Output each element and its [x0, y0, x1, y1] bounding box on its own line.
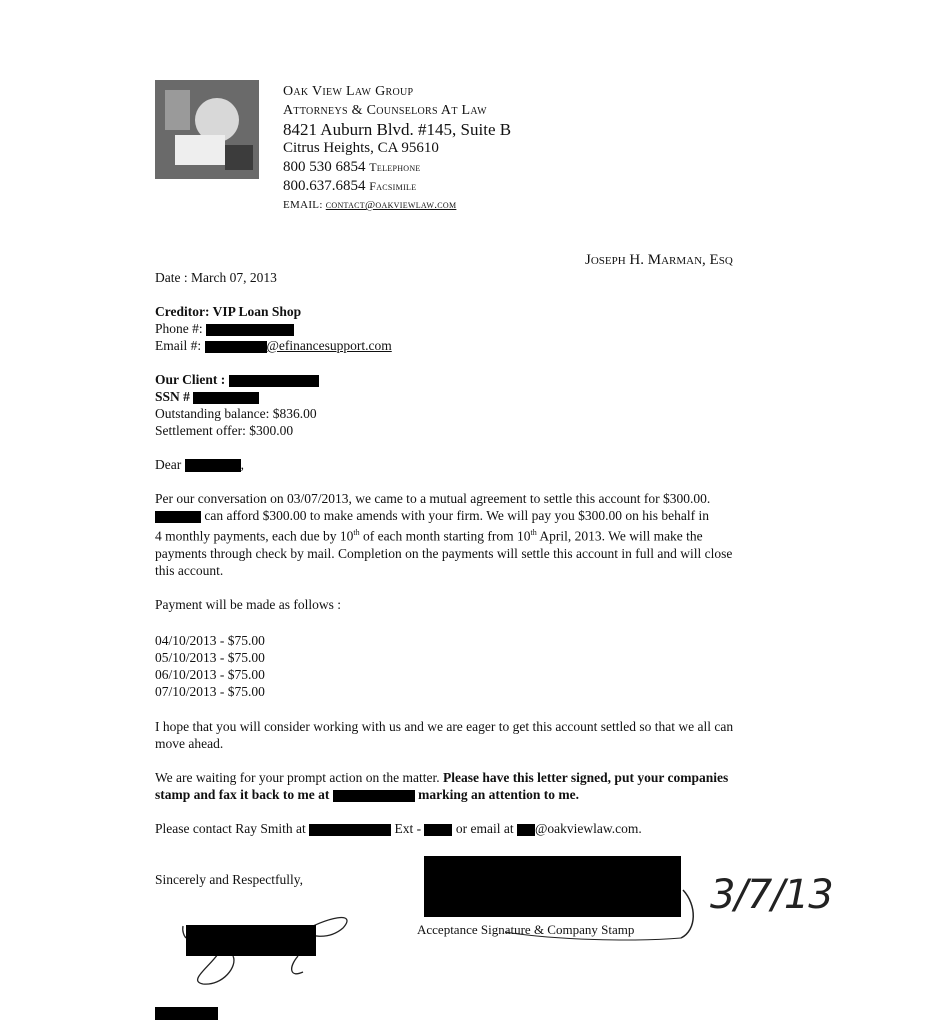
ssn-label: SSN # [155, 389, 190, 404]
greeting-prefix: Dear [155, 457, 182, 472]
paragraph-line-text: can afford $300.00 to make amends with your firm. We will pay you $300.00 on his behalf in [204, 508, 709, 523]
email-label: EMAIL: [283, 199, 323, 211]
ordinal-suffix: th [530, 528, 537, 537]
redaction-bar [517, 824, 535, 836]
redaction-bar [229, 375, 319, 387]
creditor-heading: Creditor: VIP Loan Shop [155, 304, 302, 319]
telephone-line [283, 158, 511, 177]
paragraph-line: I hope that you will consider working with us and we are eager to get this account settled so that we all can [155, 719, 734, 734]
creditor-phone-label: Phone #: [155, 321, 203, 336]
paragraph-line [155, 769, 728, 786]
client-block [155, 371, 319, 439]
paragraph-line-text: 4 monthly payments, each due by 10 [155, 528, 354, 544]
client-ssn-line [155, 388, 319, 405]
payment-item: 06/10/2013 - $75.00 [155, 667, 265, 682]
firm-logo [155, 80, 259, 179]
handwritten-date: 3/7/13 [710, 872, 833, 918]
redaction-bar [193, 392, 259, 404]
signature-redaction [186, 925, 316, 956]
payment-item: 04/10/2013 - $75.00 [155, 633, 265, 648]
redaction-bar [155, 511, 201, 523]
firm-email-link[interactable]: contact@oakviewlaw.com [325, 199, 457, 211]
paragraph-line-bold: Please have this letter signed, put your companies [442, 770, 729, 785]
settlement-offer: Settlement offer: $300.00 [155, 423, 294, 438]
contact-email-domain: @oakviewlaw.com. [534, 821, 642, 836]
contact-line [155, 820, 642, 837]
telephone-number: 800 530 6854 [283, 159, 366, 175]
redaction-bar [309, 824, 391, 836]
paragraph-agreement [155, 490, 732, 579]
paragraph-line: this account. [155, 562, 224, 578]
redaction-bar [185, 459, 241, 472]
letter-date: Date : March 07, 2013 [155, 270, 277, 285]
redaction-bar [424, 824, 452, 836]
ordinal-suffix: th [353, 528, 360, 537]
address-line-1: 8421 Auburn Blvd. #145, Suite B [283, 120, 512, 139]
acceptance-label: Acceptance Signature & Company Stamp [417, 922, 635, 937]
paragraph-line: payments through check by mail. Completion on the payments will settle this account in full and will close [155, 545, 733, 561]
payment-item: 07/10/2013 - $75.00 [155, 684, 265, 699]
telephone-label: Telephone [369, 160, 421, 174]
creditor-email-line [155, 337, 392, 354]
paragraph-line-bold: stamp and fax it back to me at [155, 787, 330, 802]
creditor-block [155, 303, 392, 354]
redaction-bar [205, 341, 267, 353]
payment-schedule [155, 632, 265, 700]
paragraph-line [155, 507, 732, 524]
redaction-bar [155, 1007, 218, 1020]
firm-name: Oak View Law Group [283, 84, 414, 99]
creditor-email-domain: @efinancesupport.com [266, 338, 392, 353]
redaction-bar [333, 790, 415, 802]
client-name-line [155, 371, 319, 388]
creditor-phone-line [155, 320, 392, 337]
greeting [155, 456, 244, 473]
paragraph-line-text: of each month starting from 10 [359, 528, 531, 544]
contact-ext-label: Ext - [394, 821, 422, 836]
paragraph-line: Per our conversation on 03/07/2013, we came to a mutual agreement to settle this account for $300.00. [155, 491, 711, 506]
paragraph-line: move ahead. [155, 736, 224, 751]
closing: Sincerely and Respectfully, [155, 872, 303, 887]
letterhead [283, 82, 511, 215]
paragraph-request [155, 769, 728, 803]
logo-image [155, 80, 259, 179]
outstanding-balance: Outstanding balance: $836.00 [155, 406, 317, 421]
fax-line [283, 177, 511, 196]
payment-intro: Payment will be made as follows : [155, 597, 341, 612]
firm-tagline: Attorneys & Counselors At Law [283, 103, 487, 118]
client-heading: Our Client : [155, 372, 226, 387]
address-line-2: Citrus Heights, CA 95610 [283, 140, 439, 156]
paragraph-line-text: We are waiting for your prompt action on the matter. [155, 770, 443, 785]
attorney-name: Joseph H. Marman, Esq [585, 252, 733, 268]
contact-prefix: Please contact Ray Smith at [155, 821, 306, 836]
fax-label: Facsimile [369, 179, 417, 193]
paragraph-line [155, 786, 728, 803]
creditor-email-label: Email #: [155, 338, 202, 353]
email-line [283, 196, 511, 215]
greeting-suffix: , [240, 457, 244, 472]
paragraph-hope [155, 718, 733, 752]
paragraph-line [155, 524, 732, 545]
contact-or-email: or email at [455, 821, 514, 836]
paragraph-line-text: April, 2013. We will make the [536, 528, 703, 544]
paragraph-line-bold: marking an attention to me. [418, 787, 579, 802]
fax-number: 800.637.6854 [283, 178, 366, 194]
acceptance-bracket [405, 880, 705, 950]
redaction-bar [206, 324, 294, 336]
payment-item: 05/10/2013 - $75.00 [155, 650, 265, 665]
